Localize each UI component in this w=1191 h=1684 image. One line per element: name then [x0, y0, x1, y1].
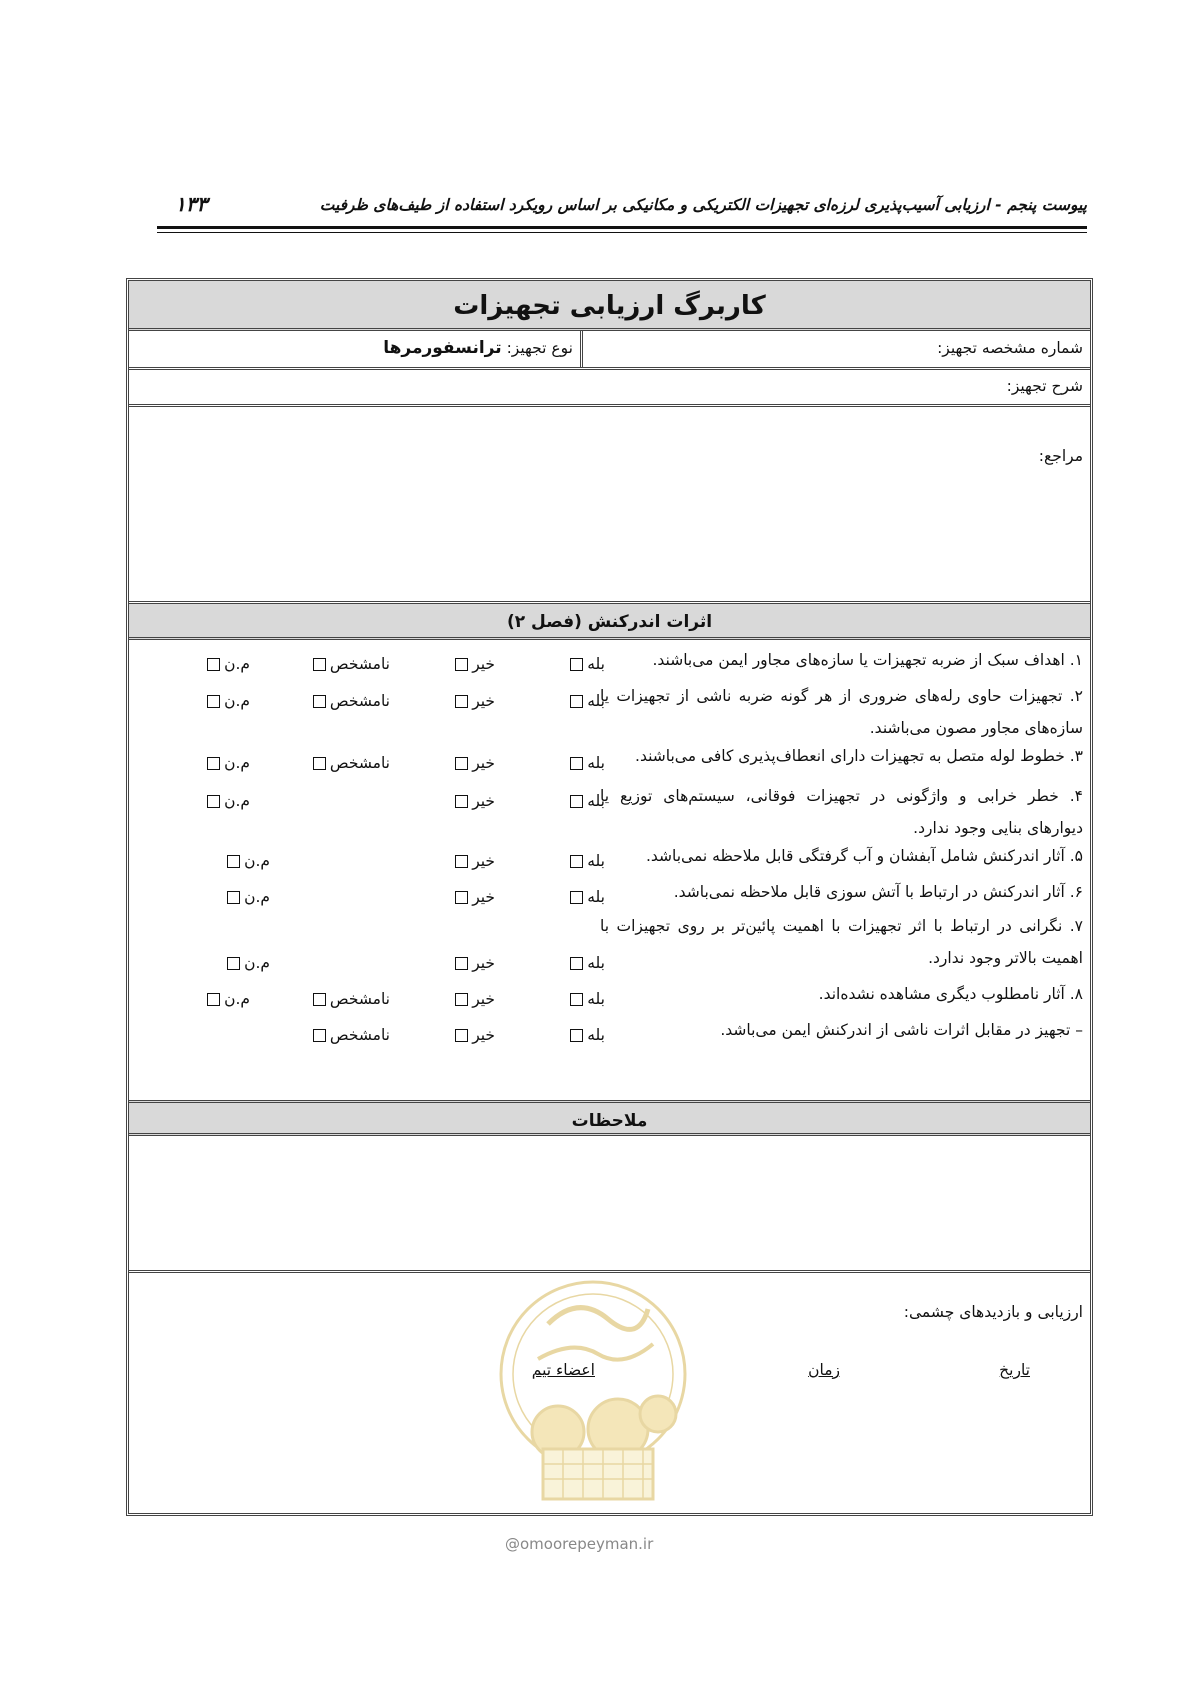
time-field-label: زمان	[808, 1361, 840, 1379]
equipment-id-cell[interactable]	[580, 331, 1090, 367]
checkbox-square-icon[interactable]	[455, 695, 468, 708]
checkbox-option-yes[interactable]	[566, 850, 605, 872]
interaction-section-title: اثرات اندرکنش (فصل ۲)	[129, 604, 1090, 640]
checkbox-square-icon[interactable]	[455, 1029, 468, 1042]
checkbox-label: خیر	[472, 852, 495, 870]
checkbox-square-icon[interactable]	[455, 658, 468, 671]
checkbox-option-no[interactable]	[451, 690, 495, 712]
checkbox-label: خیر	[472, 754, 495, 772]
references-label: مراجع:	[1038, 447, 1083, 465]
checkbox-option-no[interactable]	[451, 653, 495, 675]
checkbox-square-icon[interactable]	[570, 795, 583, 808]
checkbox-option-unknown[interactable]	[309, 752, 390, 774]
checkbox-square-icon[interactable]	[227, 891, 240, 904]
team-members-label: اعضاء تیم	[531, 1361, 595, 1379]
checkbox-label: نامشخص	[329, 655, 390, 673]
checkbox-option-yes[interactable]	[566, 886, 605, 908]
checkbox-label: م.ن	[224, 754, 250, 772]
checklist-item-text: ۳. خطوط لوله متصل به تجهیزات دارای انعطاف‌پذیری کافی می‌باشند.	[635, 747, 1083, 765]
checkbox-square-icon[interactable]	[227, 957, 240, 970]
checkbox-label: خیر	[472, 954, 495, 972]
checkbox-option-yes[interactable]	[566, 690, 605, 712]
checkbox-label: نامشخص	[329, 1026, 390, 1044]
checkbox-square-icon[interactable]	[313, 1029, 326, 1042]
checkbox-label: خیر	[472, 692, 495, 710]
checkbox-option-na[interactable]	[203, 690, 250, 712]
equipment-description-row[interactable]	[129, 370, 1090, 407]
checkbox-option-yes[interactable]	[566, 790, 605, 812]
checkbox-square-icon[interactable]	[207, 993, 220, 1006]
checkbox-option-no[interactable]	[451, 988, 495, 1010]
checkbox-label: م.ن	[224, 990, 250, 1008]
header-rule-thick	[157, 226, 1087, 229]
equipment-type-value: ترانسفورمرها	[383, 338, 502, 358]
checkbox-label: بله	[587, 692, 605, 710]
checkbox-label: نامشخص	[329, 990, 390, 1008]
checkbox-label: م.ن	[244, 888, 270, 906]
checkbox-label: بله	[587, 655, 605, 673]
checkbox-square-icon[interactable]	[570, 1029, 583, 1042]
checkbox-square-icon[interactable]	[313, 993, 326, 1006]
checkbox-label: نامشخص	[329, 692, 390, 710]
checkbox-label: م.ن	[224, 655, 250, 673]
watermark-stamp-icon	[478, 1264, 708, 1514]
checkbox-label: م.ن	[244, 954, 270, 972]
checkbox-label: خیر	[472, 655, 495, 673]
checkbox-label: بله	[587, 954, 605, 972]
checkbox-label: بله	[587, 754, 605, 772]
checkbox-option-no[interactable]	[451, 1024, 495, 1046]
checkbox-label: خیر	[472, 990, 495, 1008]
checkbox-square-icon[interactable]	[455, 757, 468, 770]
checkbox-option-na[interactable]	[203, 988, 250, 1010]
checkbox-square-icon[interactable]	[570, 855, 583, 868]
checkbox-option-yes[interactable]	[566, 988, 605, 1010]
checkbox-square-icon[interactable]	[455, 891, 468, 904]
equipment-description-label: شرح تجهیز:	[1006, 377, 1083, 395]
checkbox-option-na[interactable]	[223, 850, 270, 872]
checkbox-option-yes[interactable]	[566, 952, 605, 974]
watermark-site: @omoorepeyman.ir	[505, 1535, 654, 1553]
checkbox-option-unknown[interactable]	[309, 988, 390, 1010]
checkbox-square-icon[interactable]	[570, 658, 583, 671]
checkbox-option-no[interactable]	[451, 752, 495, 774]
checkbox-square-icon[interactable]	[207, 795, 220, 808]
running-header-title: پیوست پنجم - ارزیابی آسیب‌پذیری لرزه‌ای تجهیزات الکتریکی و مکانیکی بر اساس رویکرد استفاده از طیف‌های ظرفیت	[319, 196, 1087, 214]
checkbox-option-no[interactable]	[451, 952, 495, 974]
header-rule-thin	[157, 232, 1087, 233]
checkbox-label: م.ن	[224, 792, 250, 810]
checkbox-option-na[interactable]	[223, 952, 270, 974]
checkbox-square-icon[interactable]	[570, 891, 583, 904]
checklist-item-text: ۴. خطر خرابی و واژگونی در تجهیزات فوقانی، سیستم‌های توزیع یا دیوارهای بنایی وجود ندارد.	[600, 787, 1083, 837]
checkbox-option-unknown[interactable]	[309, 690, 390, 712]
checkbox-label: خیر	[472, 888, 495, 906]
equipment-id-type-row	[129, 331, 1090, 370]
equipment-type-label: نوع تجهیز:	[506, 339, 573, 357]
checkbox-label: بله	[587, 852, 605, 870]
checkbox-option-unknown[interactable]	[309, 653, 390, 675]
checklist-item-text: ۸. آثار نامطلوب دیگری مشاهده نشده‌اند.	[818, 985, 1083, 1003]
checkbox-option-yes[interactable]	[566, 752, 605, 774]
checkbox-square-icon[interactable]	[207, 658, 220, 671]
checkbox-square-icon[interactable]	[207, 695, 220, 708]
checkbox-square-icon[interactable]	[313, 658, 326, 671]
interaction-checklist	[129, 640, 1090, 1100]
checkbox-square-icon[interactable]	[313, 695, 326, 708]
checkbox-label: بله	[587, 888, 605, 906]
checkbox-square-icon[interactable]	[455, 957, 468, 970]
checkbox-option-yes[interactable]	[566, 653, 605, 675]
checkbox-label: بله	[587, 990, 605, 1008]
checkbox-square-icon[interactable]	[455, 993, 468, 1006]
checkbox-square-icon[interactable]	[570, 695, 583, 708]
checkbox-option-no[interactable]	[451, 850, 495, 872]
checklist-item-text: – تجهیز در مقابل اثرات ناشی از اندرکنش ایمن می‌باشد.	[720, 1021, 1083, 1039]
checkbox-square-icon[interactable]	[227, 855, 240, 868]
date-field-label: تاریخ	[999, 1361, 1030, 1379]
checkbox-label: م.ن	[224, 692, 250, 710]
checkbox-label: خیر	[472, 1026, 495, 1044]
equipment-id-label: شماره مشخصه تجهیز:	[937, 339, 1083, 357]
page-header	[157, 192, 1087, 236]
notes-area[interactable]	[129, 1136, 1090, 1273]
checkbox-option-na[interactable]	[203, 790, 250, 812]
checkbox-option-no[interactable]	[451, 790, 495, 812]
checkbox-label: م.ن	[244, 852, 270, 870]
checklist-item-text: ۱. اهداف سبک از ضربه تجهیزات یا سازه‌های مجاور ایمن می‌باشند.	[652, 651, 1083, 669]
checkbox-option-yes[interactable]	[566, 1024, 605, 1046]
checkbox-option-unknown[interactable]	[309, 1024, 390, 1046]
checkbox-label: بله	[587, 792, 605, 810]
checkbox-option-no[interactable]	[451, 886, 495, 908]
checklist-item-text: ۷. نگرانی در ارتباط با اثر تجهیزات با اهمیت پائین‌تر بر روی تجهیزات با اهمیت بالاتر وجود ندارد.	[600, 917, 1083, 967]
checklist-item-text: ۵. آثار اندرکنش شامل آبفشان و آب گرفتگی قابل ملاحظه نمی‌باشد.	[645, 847, 1083, 865]
checkbox-label: بله	[587, 1026, 605, 1044]
checkbox-square-icon[interactable]	[570, 757, 583, 770]
checklist-item-text: ۶. آثار اندرکنش در ارتباط با آتش سوزی قابل ملاحظه نمی‌باشد.	[673, 883, 1083, 901]
page-number: ۱۳۳	[175, 192, 208, 216]
checkbox-label: نامشخص	[329, 754, 390, 772]
checkbox-square-icon[interactable]	[455, 795, 468, 808]
notes-section-title: ملاحظات	[129, 1100, 1090, 1136]
checkbox-square-icon[interactable]	[207, 757, 220, 770]
visual-inspection-label: ارزیابی و بازدیدهای چشمی:	[903, 1303, 1083, 1321]
checkbox-square-icon[interactable]	[455, 855, 468, 868]
references-row[interactable]	[129, 407, 1090, 604]
checklist-item-text: ۲. تجهیزات حاوی رله‌های ضروری از هر گونه ضربه ناشی از تجهیزات یا سازه‌های مجاور مصون می‌باشند.	[600, 687, 1083, 737]
checkbox-square-icon[interactable]	[570, 993, 583, 1006]
form-title: کاربرگ ارزیابی تجهیزات	[129, 281, 1090, 331]
checkbox-option-na[interactable]	[203, 653, 250, 675]
checkbox-square-icon[interactable]	[313, 757, 326, 770]
checkbox-option-na[interactable]	[223, 886, 270, 908]
equipment-type-cell[interactable]	[129, 331, 580, 367]
checkbox-option-na[interactable]	[203, 752, 250, 774]
checkbox-square-icon[interactable]	[570, 957, 583, 970]
checkbox-label: خیر	[472, 792, 495, 810]
